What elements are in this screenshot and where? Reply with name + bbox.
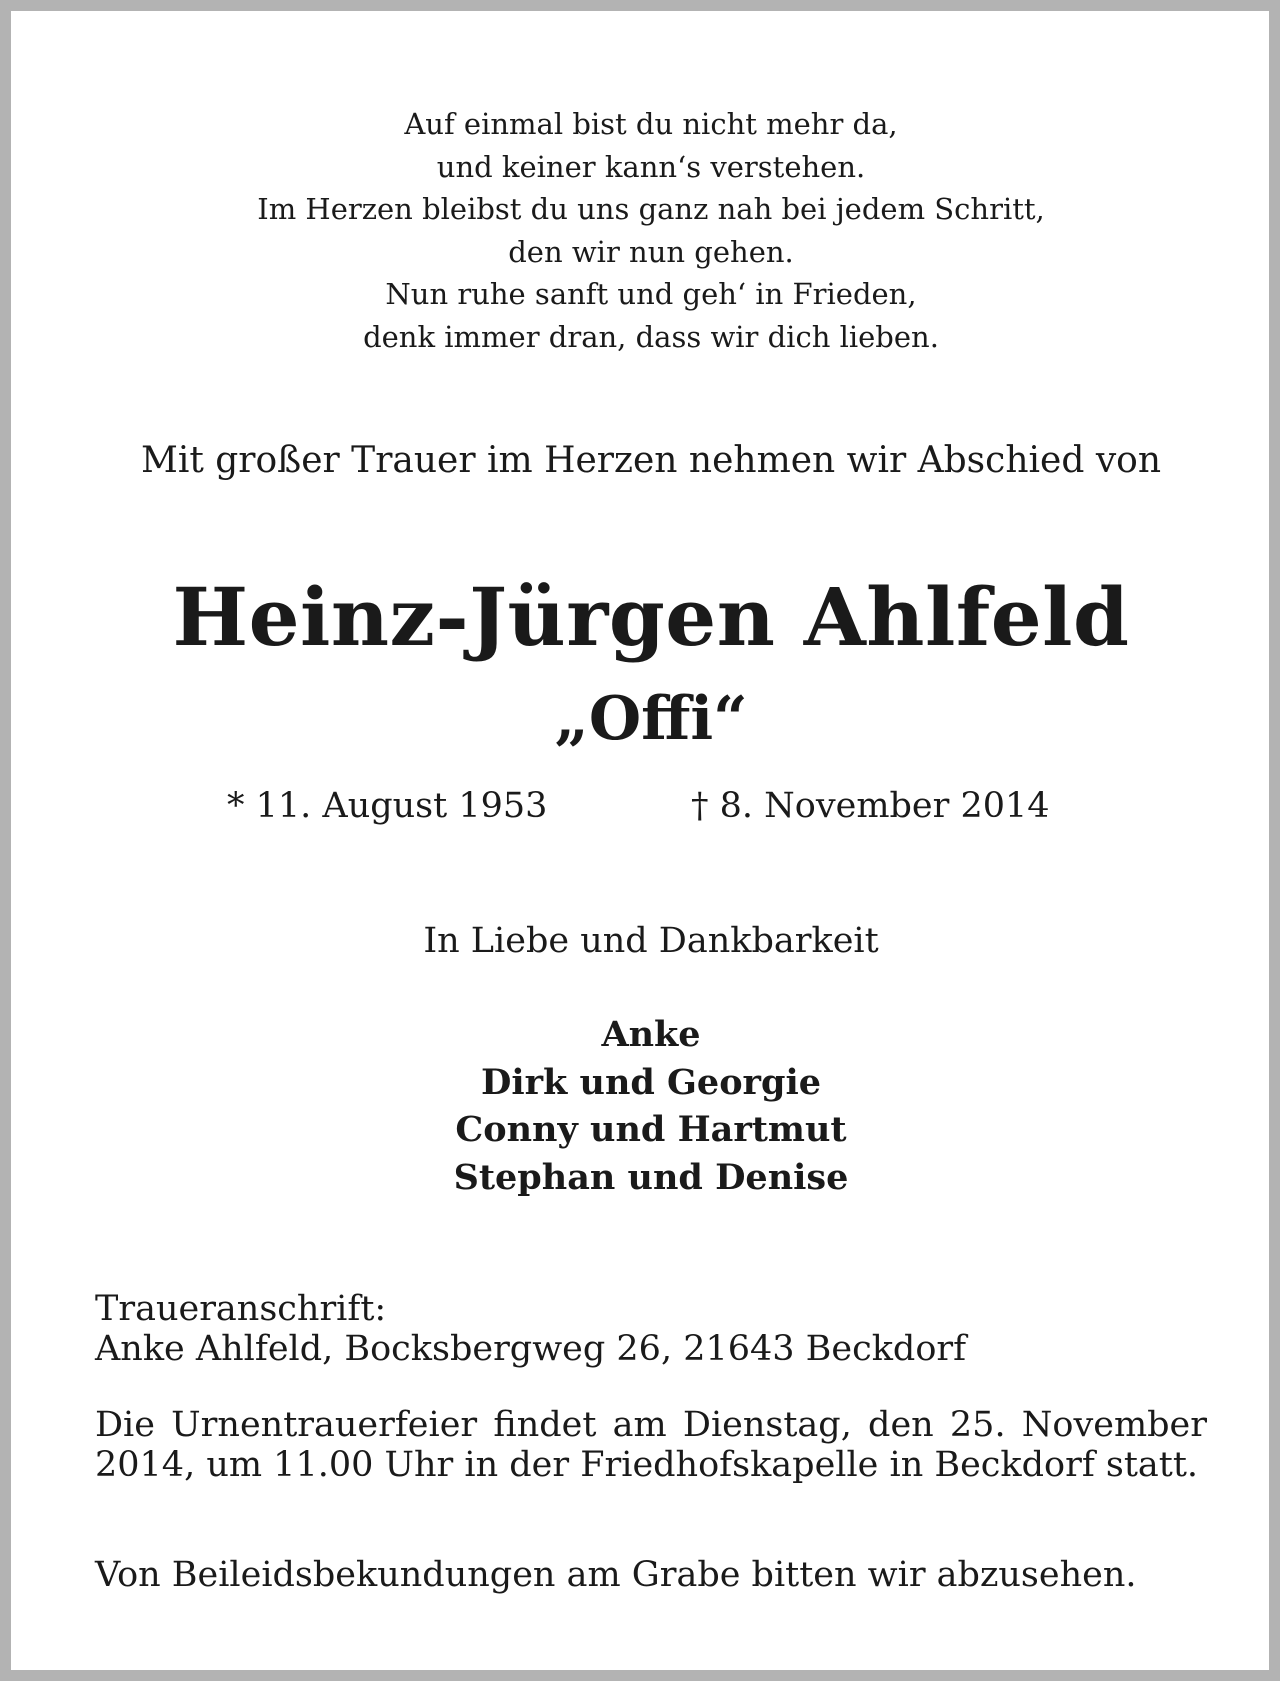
poem-line: und keiner kann‘s verstehen. xyxy=(436,149,866,184)
thanks-line: In Liebe und Dankbarkeit xyxy=(423,921,879,961)
poem-line: denk immer dran, dass wir dich lieben. xyxy=(363,319,939,354)
family-member: Stephan und Denise xyxy=(453,1156,849,1198)
intro-text: Mit großer Trauer im Herzen nehmen wir Abschied von xyxy=(140,440,1162,481)
birth-date: * 11. August 1953 xyxy=(227,786,548,826)
address-label: Traueranschrift: xyxy=(95,1289,387,1329)
address-line: Anke Ahlfeld, Bocksbergweg 26, 21643 Beckdorf xyxy=(95,1329,967,1369)
family-list xyxy=(95,1011,1207,1201)
poem-line: Auf einmal bist du nicht mehr da, xyxy=(404,107,898,141)
poem-line: Nun ruhe sanft und geh‘ in Frieden, xyxy=(385,277,917,311)
family-member: Conny und Hartmut xyxy=(455,1109,847,1150)
death-date: † 8. November 2014 xyxy=(691,786,1050,826)
deceased-name: Heinz-Jürgen Ahlfeld xyxy=(172,570,1130,664)
deceased-nickname: „Offi“ xyxy=(554,684,748,754)
condolence-notice: Von Beileidsbekundungen am Grabe bitten wir abzusehen. xyxy=(95,1555,1137,1595)
poem-line: Im Herzen bleibst du uns ganz nah bei jedem Schritt, xyxy=(257,192,1045,226)
ceremony-notice: Die Urnentrauerfeier findet am Dienstag, den 25. November 2014, um 11.00 Uhr in der Friedhofskapelle in Beckdorf statt. xyxy=(95,1405,1207,1485)
family-member: Dirk und Georgie xyxy=(480,1061,822,1103)
poem-line: den wir nun gehen. xyxy=(508,234,794,269)
family-member: Anke xyxy=(601,1014,701,1055)
poem xyxy=(95,103,1207,358)
